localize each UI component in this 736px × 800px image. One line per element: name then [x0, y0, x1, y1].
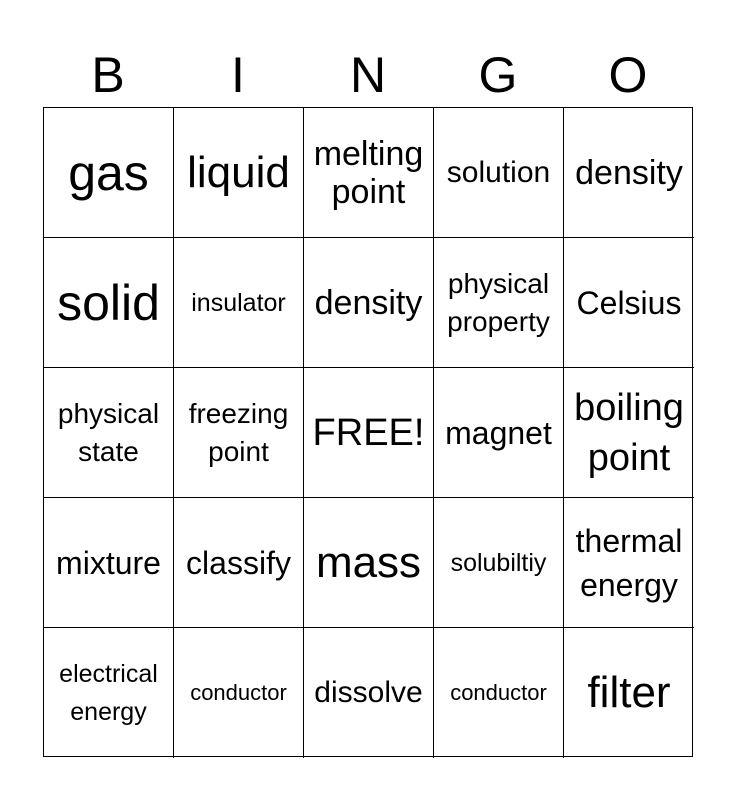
bingo-cell-r1c3[interactable] — [304, 108, 434, 238]
cell-text: density — [575, 153, 683, 192]
header-letter-b: B — [91, 47, 125, 103]
bingo-cell-r2c1[interactable] — [44, 238, 174, 368]
cell-text: Celsius — [576, 284, 682, 321]
cell-text: electrical energy — [59, 660, 158, 726]
cell-text: magnet — [445, 414, 552, 451]
bingo-cell-r5c5[interactable] — [564, 628, 694, 758]
header-letter-i: I — [231, 47, 245, 103]
bingo-cell-r3c1[interactable] — [44, 368, 174, 498]
bingo-cell-r4c2[interactable] — [174, 498, 304, 628]
cell-text: freezing point — [188, 397, 289, 467]
bingo-cell-r2c2[interactable] — [174, 238, 304, 368]
cell-text: boiling point — [574, 386, 684, 479]
cell-text: conductor — [450, 680, 547, 705]
bingo-cell-r5c1[interactable] — [44, 628, 174, 758]
cell-text: liquid — [187, 147, 290, 197]
cell-text: density — [314, 283, 423, 322]
cell-text: conductor — [190, 680, 287, 705]
cell-text: physical state — [57, 397, 160, 467]
bingo-cell-r3c2[interactable] — [174, 368, 304, 498]
header-letter-g: G — [478, 47, 518, 103]
cell-text: dissolve — [314, 676, 423, 709]
header-letter-o: O — [608, 47, 648, 103]
bingo-cell-r1c2[interactable] — [174, 108, 304, 238]
cell-text: filter — [587, 668, 671, 717]
bingo-cell-r4c4[interactable] — [434, 498, 564, 628]
cell-text: classify — [186, 544, 291, 581]
cell-text: solid — [57, 274, 160, 331]
bingo-cell-r2c4[interactable] — [434, 238, 564, 368]
bingo-cell-r2c5[interactable] — [564, 238, 694, 368]
cell-text: insulator — [191, 288, 286, 317]
cell-text: solubiltiy — [450, 548, 547, 577]
bingo-cell-r1c1[interactable] — [44, 108, 174, 238]
bingo-cell-r2c3[interactable] — [304, 238, 434, 368]
cell-text: gas — [68, 144, 149, 201]
cell-text: melting point — [313, 134, 424, 211]
bingo-cell-r1c5[interactable] — [564, 108, 694, 238]
bingo-cell-r5c4[interactable] — [434, 628, 564, 758]
bingo-cell-r4c5[interactable] — [564, 498, 694, 628]
bingo-cell-r3c5[interactable] — [564, 368, 694, 498]
bingo-cell-r1c4[interactable] — [434, 108, 564, 238]
bingo-header — [43, 46, 693, 104]
bingo-cell-r5c3[interactable] — [304, 628, 434, 758]
bingo-cell-r3c3[interactable] — [304, 368, 434, 498]
cell-text: FREE! — [312, 411, 425, 454]
cell-text: mixture — [56, 544, 161, 581]
bingo-cell-r5c2[interactable] — [174, 628, 304, 758]
bingo-cell-r3c4[interactable] — [434, 368, 564, 498]
cell-text: thermal energy — [575, 522, 683, 603]
cell-text: physical property — [447, 267, 550, 337]
header-letter-n: N — [349, 47, 387, 103]
bingo-cell-r4c1[interactable] — [44, 498, 174, 628]
cell-text: mass — [315, 537, 422, 587]
bingo-card-grid — [43, 107, 693, 757]
bingo-cell-r4c3[interactable] — [304, 498, 434, 628]
cell-text: solution — [446, 155, 551, 189]
